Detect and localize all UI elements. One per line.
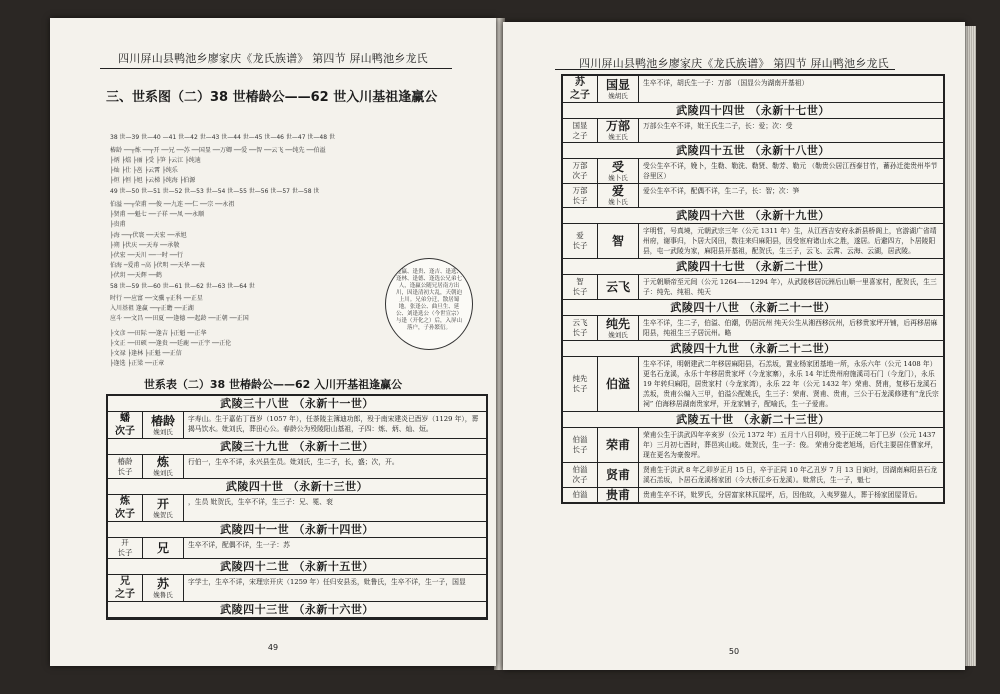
relation-label: 长子	[572, 241, 588, 250]
page-number: 50	[728, 647, 740, 656]
biography-text: 字寿山。生于嘉佑丁酉岁（1057 年），任荼陵主簿迪功郎，殁于南宋建炎已酉岁（1129 年），葬揭马饮水。妣刘氏，葬田心公。春龄公为殁陵阳山基祖，子四：炼、炳、灿、烜。	[188, 415, 479, 433]
spouse-name: 娩贺氏	[153, 510, 173, 519]
name-cell	[598, 184, 639, 207]
chart-row: 58 世—59 世—60 世—61 世—62 世—63 世—64 世	[110, 283, 255, 290]
chart-row: 伯海 ─爱甫 ─高 ├伏明 ──天华 ──表	[110, 262, 205, 269]
table-row	[563, 159, 943, 184]
spouse-name: 娩刘氏	[153, 469, 173, 477]
relation-label: 炼	[120, 496, 130, 507]
name-cell	[598, 76, 639, 102]
name-cell	[598, 488, 639, 502]
relation-label: 长子	[117, 466, 133, 476]
person-name: 伯溢	[605, 377, 630, 391]
section-title: 三、世系图（二）38 世椿龄公——62 世入川基祖逢赢公	[106, 90, 438, 105]
relation-label: 爱	[576, 231, 584, 240]
chart-row: ├伏宏 ──天川 ──一时 ──行	[110, 252, 184, 259]
relation-label: 蟠	[120, 413, 130, 424]
biography-text: 行伯一，生卒不详，永兴县生员。妣刘氏，生二子，长，盛；次，开。	[188, 458, 399, 466]
chart-row: ├朔 ├伏庆 ──天寿 ──承敬	[110, 242, 180, 249]
genealogy-table-right	[561, 74, 945, 504]
biography-text: 生卒不详，生二子，伯溢、伯潮，仍居沅州 纯天公生从湘西移沅州，后移贵家坪开铺，后再移居麻阳县，纯祖生三子居沅州。略	[643, 319, 938, 337]
relation-label: 伯溢	[572, 490, 588, 499]
relation-cell	[563, 184, 598, 207]
spouse-name: 娩卜氏	[608, 173, 628, 182]
relation-label: 万部	[572, 161, 588, 170]
spouse-name: 娩鲁氏	[153, 590, 173, 599]
chart-row: 38 世—39 世—40 —41 世—42 世—43 世—44 世—45 世—46 世—47 世—48 世	[110, 134, 335, 141]
chart-row: ├灿 ├仕 ├邕 ├云霄 ├纯乐	[110, 167, 178, 174]
person-name: 万部	[605, 119, 630, 133]
left-page	[50, 18, 496, 666]
note-bubble: 逢赢、逢贵、逢吉、逢选、逢林、逢德、逢选公兄弟七人，逢赢公随兄居南方出川，因逢清初大乱，天朝迫上川。兄弟分迁，散居蜀地。张逢公、曲旦生、延公、刘逢选公（今世宣宗）与逢（开化之）后，入屏山落户，子孙繁衍。	[385, 258, 473, 350]
relation-label: 长子	[572, 445, 588, 454]
name-cell	[143, 538, 184, 558]
person-name: 贤甫	[605, 468, 630, 482]
genealogy-table-left	[106, 394, 488, 620]
person-name: 爱	[611, 184, 624, 198]
relation-cell	[563, 428, 598, 462]
generation-band: 武陵四十六世 （永新十九世）	[563, 208, 943, 224]
table-row	[563, 357, 943, 412]
relation-cell	[563, 357, 598, 411]
relation-cell	[108, 575, 143, 601]
chart-row: 伯溢 ──┬荣甫 ──俊 ──九连 ──仁 ──宗 ──永祖	[110, 201, 235, 208]
table-row	[563, 76, 943, 103]
chart-row: 椿龄 ──┬炼 ──┬开 ──兄 ──苏 ──国显 ──万卿 ──爱 ──智 ──云飞 ──纯先 ──伯溢	[110, 147, 326, 154]
relation-label: 长子	[572, 287, 588, 296]
generation-band: 武陵四十二世 （永新十五世）	[108, 559, 486, 575]
spouse-name: 娩刘氏	[153, 427, 173, 436]
relation-cell	[563, 119, 598, 142]
person-name: 荣甫	[605, 438, 630, 452]
chart-row: ├海 ──┬伏寰 ──天宏 ──承旭	[110, 232, 187, 239]
relation-cell	[563, 224, 598, 258]
name-cell	[598, 119, 639, 142]
relation-label: 万部	[572, 185, 588, 195]
table-row	[563, 428, 943, 463]
person-name: 贵甫	[605, 488, 630, 502]
relation-cell	[108, 495, 143, 521]
table-row	[563, 488, 943, 502]
person-name: 炼	[156, 455, 169, 469]
table-row	[108, 412, 486, 439]
person-name: 苏	[156, 576, 169, 591]
relation-label: 伯溢	[572, 465, 588, 474]
header-rule	[100, 68, 452, 69]
name-cell	[598, 224, 639, 258]
relation-cell	[563, 275, 598, 299]
chart-row: ├炳 ├熺 ├丽 ├受 ├笋 ├云江 ├纯迪	[110, 157, 201, 164]
relation-label: 次子	[572, 171, 588, 180]
relation-label: 兄	[120, 576, 130, 587]
biography-text: 于元朝顺帝至元间（公元 1264——1294 年），从武陵移居沅洲后山顺一里喜家村，配贺氏，生三子：纯先、纯祖、纯天	[643, 278, 937, 296]
table-row	[563, 275, 943, 300]
name-cell	[598, 463, 639, 487]
table-row	[563, 119, 943, 143]
person-name: 开	[156, 496, 169, 511]
table-row	[563, 184, 943, 208]
person-name: 椿龄	[150, 413, 175, 428]
person-name: 纯先	[605, 316, 630, 331]
biography-text: 荣甫公生于洪武四年辛亥岁（公元 1372 年）五月十八日卯时，殁于正统二年丁巳岁（公元 1437 年）三月初七酉时，葬邑宾山岐。妣贺氏，生一子：俊。 荣甫分徙老旭场，后代主要居住曹家坪，现在更名为豪俊坪。	[643, 431, 938, 459]
generation-band: 武陵四十九世 （永新二十二世）	[563, 341, 943, 357]
table-row	[563, 316, 943, 341]
chart-row: ├逢选 ├正梁 ──正章	[110, 360, 165, 367]
chart-row: ├贤甫 ──魁七 ──子祥 ──凤 ──永顺	[110, 211, 205, 218]
generation-band: 武陵四十四世 （永新十七世）	[563, 103, 943, 119]
table-row	[108, 455, 486, 479]
header-rule	[555, 69, 895, 70]
generation-band: 武陵三十九世 （永新十二世）	[108, 439, 486, 455]
person-name: 受	[611, 159, 624, 174]
running-header: 四川屏山县鸭池乡廖家庆《龙氏族谱》 第四节 屏山鸭池乡龙氏	[118, 52, 428, 65]
chart-row: 时行 ──应富 ──文骥 ┬正科 ──正星	[110, 295, 203, 302]
name-cell	[598, 428, 639, 462]
generation-band: 武陵四十五世 （永新十八世）	[563, 143, 943, 159]
relation-cell	[108, 412, 143, 438]
spouse-name: 娩王氏	[608, 133, 628, 141]
relation-cell	[563, 316, 598, 340]
name-cell	[143, 495, 184, 521]
table-title: 世系表（二）38 世椿龄公——62 入川开基祖逢赢公	[143, 378, 403, 391]
generation-band: 武陵三十八世 （永新十一世）	[108, 396, 486, 412]
relation-label: 智	[576, 277, 584, 286]
relation-label: 之子	[570, 90, 590, 101]
relation-label: 国显	[572, 120, 588, 130]
relation-cell	[563, 463, 598, 487]
relation-label: 伯溢	[572, 435, 588, 444]
person-name: 云飞	[605, 280, 630, 294]
relation-label: 之子	[572, 130, 588, 140]
generation-band: 武陵四十三世 （永新十六世）	[108, 602, 486, 618]
relation-label: 长子	[117, 548, 133, 557]
running-header: 四川屏山县鸭池乡廖家庆《龙氏族谱》 第四节 屏山鸭池乡龙氏	[579, 57, 889, 70]
name-cell	[598, 159, 639, 183]
chart-row: 入川基祖 逢赢 ──┬正瞻 ──正湖	[110, 305, 194, 312]
relation-cell	[108, 455, 143, 478]
biography-text: 万部公生卒不详，妣王氏生二子，长：爱；次：受	[643, 122, 793, 130]
relation-label: 之子	[115, 589, 135, 600]
biography-text: 生卒不详，配偶不详，生一子：苏	[188, 541, 290, 549]
chart-row: ├文正 ──田硕 ──逢贵 ──廷鹿 ──正宇 ──正伦	[110, 340, 232, 347]
lineage-chart	[110, 110, 480, 370]
spouse-name: 娩卜氏	[608, 198, 628, 206]
relation-cell	[563, 488, 598, 502]
table-row	[108, 495, 486, 522]
spouse-name: 娩刘氏	[608, 330, 628, 339]
name-cell	[143, 455, 184, 478]
page-number: 49	[267, 643, 279, 652]
table-row	[563, 463, 943, 488]
biography-text: 字明哲，号真境，元朝武宗三年（公元 1311 年）生，从江西吉安府永新县桥阁上，官游湖广省靖州府，谢事归，卜居大冈田，数往来归麻阳县，因受宦府诸山水之胜，遂居。后避四方，卜居陵阳县，屯一武陵为家，麻阳县开基祖，配贺氏，生三子，云飞、云霄、云海、云湖，居武陵。	[643, 227, 937, 255]
name-cell	[598, 357, 639, 411]
generation-band: 武陵四十七世 （永新二十世）	[563, 259, 943, 275]
table-row	[563, 224, 943, 259]
chart-row: 应斗 ──文昌 ──田夏 ──逢德 ──起龄 ──正朝 ──正国	[110, 315, 249, 322]
name-cell	[143, 412, 184, 438]
table-row	[108, 538, 486, 559]
generation-band: 武陵四十一世 （永新十四世）	[108, 522, 486, 538]
generation-band: 武陵四十八世 （永新二十一世）	[563, 300, 943, 316]
generation-band: 武陵五十世 （永新二十三世）	[563, 412, 943, 428]
biography-text: 生卒不详，明朝建武二年移居麻阳县，石羔坂，置业杨家团基地一所，永乐六年（公元 1408 年）更名石龙溪，永乐十年移居贵家坪（今龙家寨），永乐 14 年迁贵州府施溪司石门（今龙门），永乐 19 年转归麻阳，居贵家村（今龙家湾），永乐 22 年（公元 1432 年）荣甫、贤甫，复移石龙溪石羔坂，贵甫公编入三甲，伯溢公配姚氏，生三子：荣甫、贤甫、贵甫，三公于石龙溪修建有“龙氏宗祠” 伯海移居湖南贵家坪，开龙家铺子，配喻氏，生一子爱甫。	[643, 360, 939, 408]
person-name: 国显	[605, 77, 630, 92]
chart-row: ├贵甫	[110, 221, 126, 228]
relation-label: 长子	[572, 384, 588, 393]
generation-band: 武陵四十世 （永新十三世）	[108, 479, 486, 495]
chart-row: ├伏玥 ──天辉 ──鹤	[110, 272, 162, 279]
chart-row: ├烜 ├恒 ├旭 ├云梯 ├纯海 ├伯源	[110, 177, 196, 184]
relation-label: 长子	[572, 195, 588, 205]
relation-cell	[563, 159, 598, 183]
table-row	[108, 575, 486, 602]
relation-cell	[563, 76, 598, 102]
biography-text: 受公生卒不详，娩卜，生勒、勒洗、勒贤、勒芳、勒元 （勒贵公居江西泰甘竹，蓄孙迁徙贵州毕节谷里区）	[643, 162, 938, 180]
relation-label: 开	[121, 538, 129, 547]
biography-text: 生卒不详，胡氏生一子：万部 （国显公为湖南开基祖）	[643, 79, 809, 87]
relation-label: 次子	[115, 509, 135, 520]
relation-label: 次子	[572, 475, 588, 484]
relation-label: 椿龄	[117, 456, 133, 466]
chart-row: ├文禄 ├逢林 ├正魁 ──正信	[110, 350, 182, 357]
relation-label: 云飞	[572, 318, 588, 327]
relation-label: 苏	[575, 77, 585, 88]
biography-text: 字学士，生卒不详，宋理宗开庆（1259 年）任归安县丞，妣鲁氏，生卒不详，生一子，国显	[188, 578, 466, 586]
biography-text: 贤甫生于洪武 8 年乙卯岁正月 15 日，卒于正同 10 年乙丑岁 7 月 13 日寅时，因湖南麻阳县石龙溪石羔坂，卜居石龙溪杨家团（今大桥江乡石龙溪）。妣常氏，生一子，魁七	[643, 466, 938, 484]
chart-row: ├文彦 ──田际 ──逢吉 ├正魁 ──正华	[110, 330, 207, 337]
spouse-name: 娩胡氏	[608, 91, 628, 100]
relation-label: 次子	[115, 426, 135, 437]
name-cell	[598, 275, 639, 299]
right-page	[503, 22, 965, 670]
name-cell	[598, 316, 639, 340]
biography-text: 贵甫生卒不详，妣罗氏，分居富家林瓦屋坪，后，因他故，入夷罗猫人，葬于杨家团屋背后。	[643, 491, 922, 499]
relation-label: 纯先	[572, 374, 588, 383]
relation-cell	[108, 538, 143, 558]
biography-text: 爱公生卒不详，配偶不详，生二子，长：智；次：笋	[643, 187, 800, 195]
relation-label: 长子	[572, 328, 588, 337]
chart-row: 49 世—50 世—51 世—52 世—53 世—54 世—55 世—56 世—57 世—58 世	[110, 188, 320, 195]
person-name: 智	[611, 234, 624, 248]
name-cell	[143, 575, 184, 601]
person-name: 兄	[156, 541, 169, 555]
biography-text: ，生员 妣贺氏，生卒不详，生三子：兄、冕、衮	[188, 498, 333, 506]
